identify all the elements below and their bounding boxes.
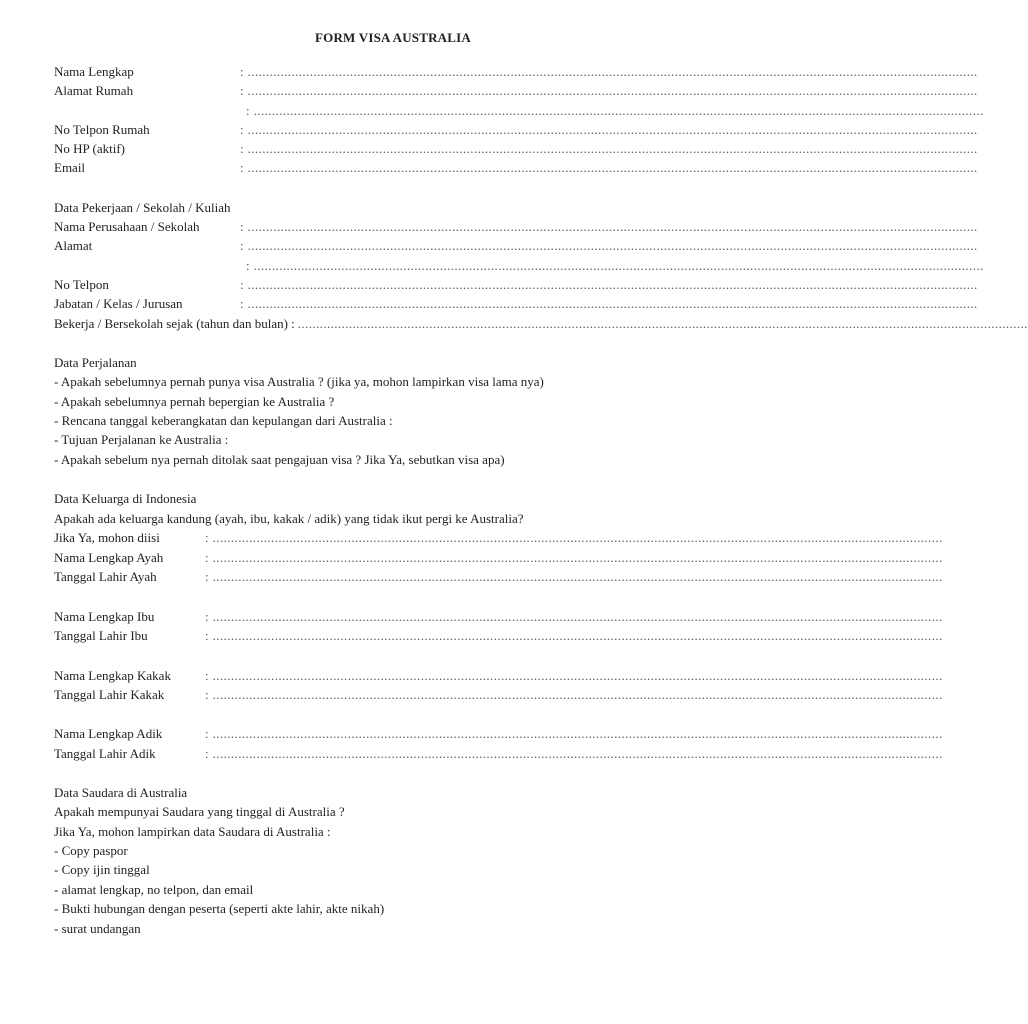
- relatives-item: - Copy paspor: [54, 843, 128, 858]
- travel-question-2: - Apakah sebelumnya pernah bepergian ke Australia ?: [54, 394, 335, 409]
- relatives-item: - alamat lengkap, no telpon, dan email: [54, 882, 254, 897]
- family-if-yes-label: Jika Ya, mohon diisi: [54, 530, 160, 545]
- father-name-label: Nama Lengkap Ayah: [54, 550, 164, 565]
- email-field[interactable]: : ........................................................................................................................................................................................................: [240, 160, 978, 175]
- travel-question-1: - Apakah sebelumnya pernah punya visa Australia ? (jika ya, mohon lampirkan visa lama nya): [54, 374, 544, 389]
- home-phone-label: No Telpon Rumah: [54, 122, 150, 137]
- mother-dob-label: Tanggal Lahir Ibu: [54, 628, 148, 643]
- father-name-row: [54, 548, 943, 567]
- email-label: Email: [54, 160, 86, 175]
- home-phone-field[interactable]: : ........................................................................................................................................................................................................: [240, 122, 978, 137]
- work-address-field[interactable]: : ........................................................................................................................................................................................................: [240, 238, 978, 253]
- form-title: FORM VISA AUSTRALIA: [315, 30, 471, 45]
- work-address-field-2[interactable]: : ........................................................................................................................................................................................................: [246, 258, 984, 273]
- position-field[interactable]: : ........................................................................................................................................................................................................: [240, 296, 978, 311]
- relatives-item: - Bukti hubungan dengan peserta (seperti akte lahir, akte nikah): [54, 901, 385, 916]
- full-name-row: [54, 62, 978, 81]
- since-label: Bekerja / Bersekolah sejak (tahun dan bulan) :: [54, 316, 295, 331]
- work-address-label: Alamat: [54, 238, 93, 253]
- position-row: [54, 294, 978, 313]
- position-label: Jabatan / Kelas / Jurusan: [54, 296, 183, 311]
- younger-sibling-dob-row: [54, 744, 943, 763]
- full-name-label: Nama Lengkap: [54, 64, 134, 79]
- relatives-if-yes: Jika Ya, mohon lampirkan data Saudara di Australia :: [54, 824, 331, 839]
- father-name-field[interactable]: : ........................................................................................................................................................................................................: [205, 550, 943, 565]
- younger-sibling-dob-label: Tanggal Lahir Adik: [54, 746, 156, 761]
- family-if-yes-row: [54, 528, 943, 547]
- family-question: Apakah ada keluarga kandung (ayah, ibu, kakak / adik) yang tidak ikut pergi ke Australia?: [54, 511, 524, 526]
- since-field[interactable]: ........................................................................................................................................................................................................: [297, 316, 1028, 331]
- work-address-row-2: [54, 256, 984, 275]
- relatives-item: - Copy ijin tinggal: [54, 862, 150, 877]
- home-address-row: [54, 81, 978, 100]
- travel-question-5: - Apakah sebelum nya pernah ditolak saat pengajuan visa ? Jika Ya, sebutkan visa apa): [54, 452, 505, 467]
- relatives-item: - surat undangan: [54, 921, 141, 936]
- since-row: [54, 314, 1028, 333]
- company-label: Nama Perusahaan / Sekolah: [54, 219, 200, 234]
- home-address-label: Alamat Rumah: [54, 83, 134, 98]
- email-row: [54, 158, 978, 177]
- younger-sibling-dob-field[interactable]: : ........................................................................................................................................................................................................: [205, 746, 943, 761]
- older-sibling-name-field[interactable]: : ........................................................................................................................................................................................................: [205, 668, 943, 683]
- relatives-heading: Data Saudara di Australia: [54, 785, 188, 800]
- company-field[interactable]: : ........................................................................................................................................................................................................: [240, 219, 978, 234]
- home-phone-row: [54, 120, 978, 139]
- father-dob-row: [54, 567, 943, 586]
- mother-name-label: Nama Lengkap Ibu: [54, 609, 155, 624]
- work-phone-field[interactable]: : ........................................................................................................................................................................................................: [240, 277, 978, 292]
- older-sibling-dob-label: Tanggal Lahir Kakak: [54, 687, 165, 702]
- mother-name-field[interactable]: : ........................................................................................................................................................................................................: [205, 609, 943, 624]
- mother-dob-field[interactable]: : ........................................................................................................................................................................................................: [205, 628, 943, 643]
- full-name-field[interactable]: : ........................................................................................................................................................................................................: [240, 64, 978, 79]
- work-heading: Data Pekerjaan / Sekolah / Kuliah: [54, 200, 231, 215]
- home-address-field[interactable]: : ........................................................................................................................................................................................................: [240, 83, 978, 98]
- younger-sibling-name-row: [54, 724, 943, 743]
- relatives-question: Apakah mempunyai Saudara yang tinggal di Australia ?: [54, 804, 345, 819]
- travel-question-4: - Tujuan Perjalanan ke Australia :: [54, 432, 229, 447]
- mobile-field[interactable]: : ........................................................................................................................................................................................................: [240, 141, 978, 156]
- older-sibling-name-row: [54, 666, 943, 685]
- work-address-row: [54, 236, 978, 255]
- mobile-row: [54, 139, 978, 158]
- work-phone-label: No Telpon: [54, 277, 109, 292]
- home-address-field-2[interactable]: : ........................................................................................................................................................................................................: [246, 103, 984, 118]
- work-phone-row: [54, 275, 978, 294]
- older-sibling-dob-field[interactable]: : ........................................................................................................................................................................................................: [205, 687, 943, 702]
- mobile-label: No HP (aktif): [54, 141, 126, 156]
- father-dob-label: Tanggal Lahir Ayah: [54, 569, 157, 584]
- older-sibling-dob-row: [54, 685, 943, 704]
- home-address-row-2: [54, 101, 984, 120]
- family-if-yes-field[interactable]: : ........................................................................................................................................................................................................: [205, 530, 943, 545]
- younger-sibling-name-field[interactable]: : ........................................................................................................................................................................................................: [205, 726, 943, 741]
- mother-name-row: [54, 607, 943, 626]
- travel-heading: Data Perjalanan: [54, 355, 137, 370]
- mother-dob-row: [54, 626, 943, 645]
- family-heading: Data Keluarga di Indonesia: [54, 491, 197, 506]
- travel-question-3: - Rencana tanggal keberangkatan dan kepulangan dari Australia :: [54, 413, 393, 428]
- younger-sibling-name-label: Nama Lengkap Adik: [54, 726, 163, 741]
- father-dob-field[interactable]: : ........................................................................................................................................................................................................: [205, 569, 943, 584]
- older-sibling-name-label: Nama Lengkap Kakak: [54, 668, 171, 683]
- company-row: [54, 217, 978, 236]
